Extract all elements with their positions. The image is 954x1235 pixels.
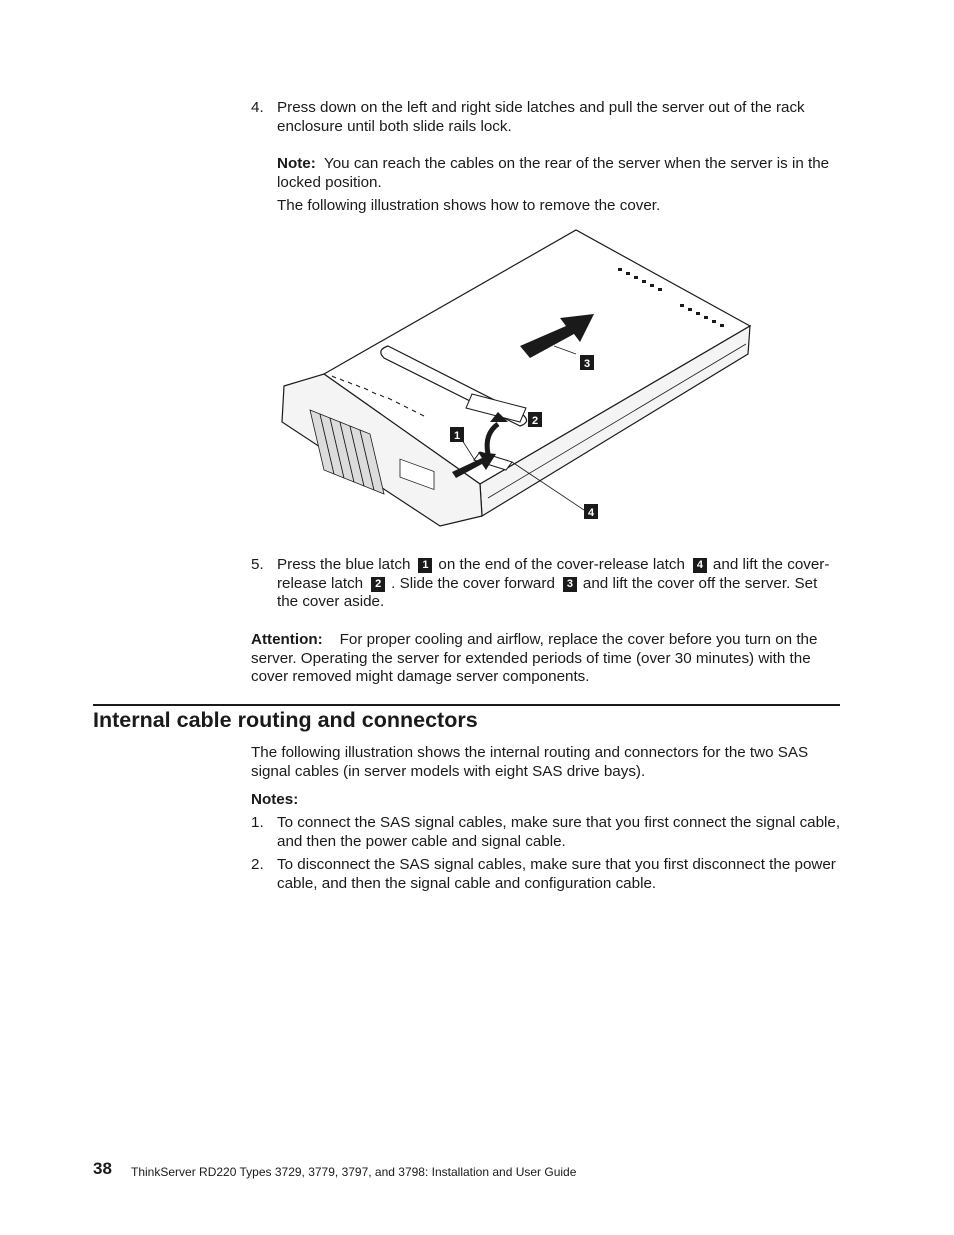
note-label: Note: <box>277 155 316 172</box>
svg-text:4: 4 <box>587 507 595 519</box>
callout-2-inline: 2 <box>371 577 385 592</box>
illustration-intro: The following illustration shows how to remove the cover. <box>277 197 661 214</box>
notes-label: Notes: <box>251 791 299 808</box>
callout-4 <box>584 504 598 519</box>
section-rule <box>93 704 840 706</box>
note-item-2: 2. To disconnect the SAS signal cables, make sure that you first disconnect the power cable, and then the signal cable and configuration cable. <box>251 856 836 892</box>
footer-title: ThinkServer RD220 Types 3729, 3779, 3797, and 3798: Installation and User Guide <box>131 1165 577 1179</box>
step-5 <box>251 556 841 612</box>
step-4-text: Press down on the left and right side latches and pull the server out of the rack enclosure until both slide rails lock. <box>277 99 805 135</box>
step-5-text: Press the blue latch 1 on the end of the cover-release latch 4 and lift the cover-release latch 2 . Slide the cover forward 3 and lift the cover off the server. Set the cover aside. <box>277 556 830 611</box>
svg-text:2: 2 <box>531 415 539 427</box>
section-title: Internal cable routing and connectors <box>93 708 478 732</box>
callout-4-inline: 4 <box>693 558 707 573</box>
callout-3-inline: 3 <box>563 577 577 592</box>
step-5-number: 5. <box>251 556 264 573</box>
callout-1 <box>450 427 464 442</box>
attention-text: For proper cooling and airflow, replace the cover before you turn on the server. Operating the server for extended periods of time (over 30 minutes) with the cover removed might damage server components. <box>251 631 818 686</box>
step-4 <box>251 99 841 136</box>
attention-label: Attention: <box>251 631 323 648</box>
attention-notice <box>251 631 841 687</box>
callout-2 <box>528 412 542 427</box>
callout-1-inline: 1 <box>418 558 432 573</box>
section-intro: The following illustration shows the internal routing and connectors for the two SAS signal cables (in server models with eight SAS drive bays). <box>251 744 809 780</box>
callout-3 <box>580 355 594 370</box>
note-text: You can reach the cables on the rear of the server when the server is in the locked position. <box>277 155 830 191</box>
svg-text:3: 3 <box>583 358 591 370</box>
page-number: 38 <box>93 1159 112 1178</box>
step-4-number: 4. <box>251 99 264 116</box>
cover-removal-illustration <box>276 226 756 528</box>
step-4-note <box>251 155 841 192</box>
svg-text:1: 1 <box>453 430 461 442</box>
note-item-1: 1. To connect the SAS signal cables, make sure that you first connect the signal cable, and then the power cable and signal cable. <box>251 814 841 850</box>
